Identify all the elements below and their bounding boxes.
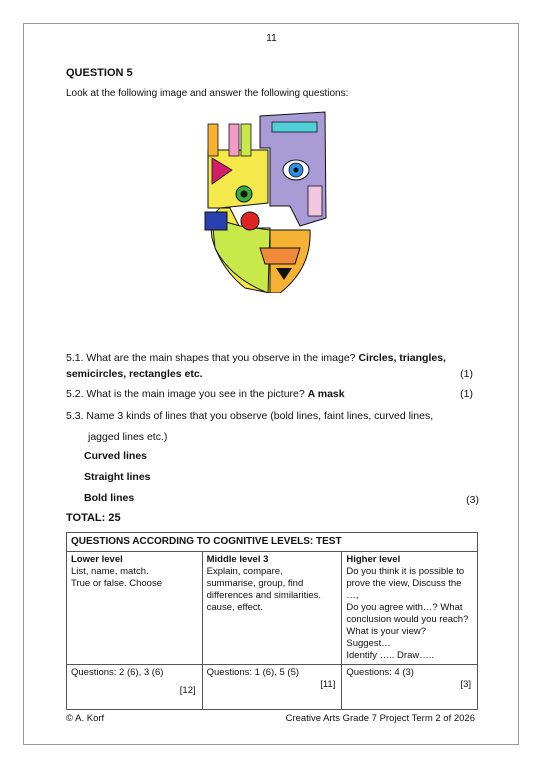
- questions-cell-lower: [67, 665, 203, 710]
- questions-label: Questions: 1 (6), 5 (5): [206, 667, 300, 678]
- questions-label: Questions: 2 (6), 3 (6): [71, 667, 164, 678]
- level-title: Middle level 3: [206, 554, 269, 565]
- page-number: 11: [266, 33, 277, 44]
- level-line: Explain, compare,: [206, 566, 283, 577]
- intro-text: Look at the following image and answer the following questions:: [66, 88, 349, 99]
- answer-line-3: Bold lines: [84, 492, 135, 504]
- level-line: summarise, group, find: [206, 578, 304, 589]
- mask-image: [200, 108, 335, 293]
- level-line: True or false. Choose: [71, 578, 162, 589]
- questions-cell-middle: [202, 665, 342, 710]
- cognitive-levels-table: [66, 532, 478, 710]
- questions-cell-higher: [342, 665, 478, 710]
- question-5-3-text: 5.3. Name 3 kinds of lines that you observe (bold lines, faint lines, curved lines,: [66, 410, 434, 422]
- answer-line-1: Curved lines: [84, 450, 148, 462]
- level-line: Do you think it is possible to: [346, 566, 465, 577]
- level-cell-middle: [202, 552, 342, 665]
- level-line: What is your view? Suggest…: [346, 626, 427, 649]
- question-5-1-answer: Circles, triangles,: [358, 352, 446, 364]
- table-header: QUESTIONS ACCORDING TO COGNITIVE LEVELS: TEST: [67, 533, 478, 552]
- questions-mark: [3]: [460, 679, 471, 690]
- level-line: prove the view, Discuss the …,: [346, 578, 462, 601]
- level-line: Identify ….. Draw…..: [346, 650, 434, 661]
- question-5-2: [66, 386, 345, 402]
- level-title: Higher level: [346, 554, 401, 565]
- level-cell-lower: [67, 552, 203, 665]
- level-line: cause, effect.: [206, 602, 263, 613]
- level-cell-higher: [342, 552, 478, 665]
- level-line: Do you agree with…? What: [346, 602, 463, 613]
- question-5-1-text: 5.1. What are the main shapes that you observe in the image?: [66, 352, 356, 364]
- question-5-1: [66, 350, 486, 366]
- level-line: differences and similarities.: [206, 590, 322, 601]
- footer-copyright: © A. Korf: [66, 713, 105, 724]
- level-line: conclusion would you reach?: [346, 614, 469, 625]
- level-title: Lower level: [71, 554, 123, 565]
- question-5-2-answer: A mask: [307, 388, 345, 400]
- answer-continuation: semicircles, rectangles etc.: [66, 368, 203, 380]
- questions-label: Questions: 4 (3): [346, 667, 414, 678]
- questions-mark: [12]: [179, 685, 196, 696]
- question-5-3-text-cont: jagged lines etc.): [88, 431, 168, 443]
- question-5-1-answer-cont: [66, 366, 203, 382]
- questions-mark: [11]: [320, 679, 336, 690]
- footer-course: Creative Arts Grade 7 Project Term 2 of 2026: [285, 713, 475, 724]
- question-5-3-mark: (3): [466, 494, 479, 506]
- question-title: QUESTION 5: [66, 67, 133, 79]
- question-5-2-text: 5.2. What is the main image you see in the picture?: [66, 388, 305, 400]
- question-5-1-mark: (1): [460, 368, 473, 380]
- answer-line-2: Straight lines: [84, 471, 151, 483]
- question-5-2-mark: (1): [460, 388, 473, 400]
- level-line: List, name, match.: [71, 566, 149, 577]
- total-marks: TOTAL: 25: [66, 512, 121, 524]
